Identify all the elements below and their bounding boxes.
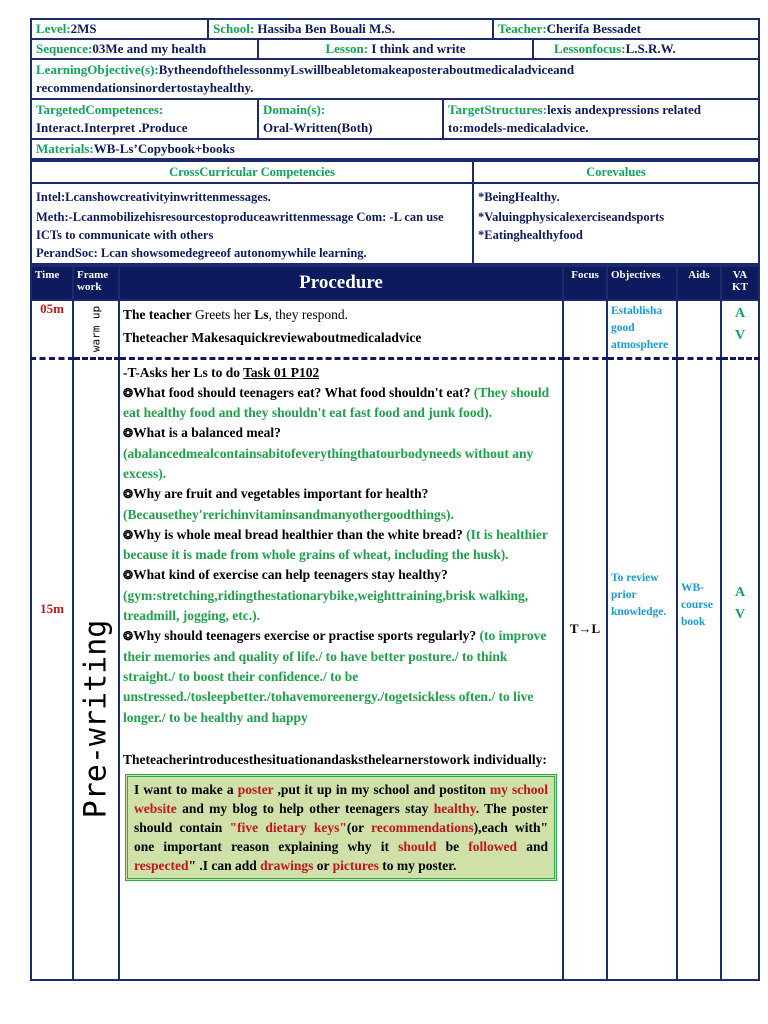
answer-text: (to improve their memories and quality of life./ to have better posture./ to think straight./ to boost their confidence./ to be unstressed./tosleepbetter./tohavemoreenergy./togetsickless often./ to live longer./ to be healthy and happy: [123, 628, 547, 725]
level-label: Level:: [36, 21, 71, 36]
level-value: 2MS: [70, 21, 97, 36]
col-focus: Focus: [563, 266, 607, 300]
col-aids: Aids: [677, 266, 721, 300]
lesson-label: Lesson:: [325, 41, 369, 56]
structures-label: TargetStructures:: [448, 102, 547, 117]
warmup-frame: [73, 300, 119, 358]
warmup-teacher: The teacher: [123, 307, 192, 322]
warmup-line-2: Theteacher Makesaquickreviewaboutmedicaladvice: [123, 330, 422, 346]
prewriting-time: 15m: [31, 358, 73, 980]
situation-keyword: respected: [134, 858, 189, 874]
prewriting-content: [119, 358, 563, 980]
objective-cell: [31, 59, 759, 99]
sequence-label: Sequence:: [36, 41, 93, 56]
structures-cell: [443, 99, 759, 139]
cross-meth: Meth:-Lcanmobilizehisresourcestoproduceawrittenmessage Com: -L can use ICTs to communicate with others: [36, 210, 444, 242]
competences-cell: [31, 99, 258, 139]
situation-keyword: healthy: [433, 801, 476, 817]
prewriting-row: [31, 358, 759, 980]
warmup-objective: Establisha good atmosphere: [607, 300, 677, 358]
competencies-table: [30, 160, 760, 265]
warmup-vakt: A V: [721, 300, 759, 358]
bullet-icon: ❂: [123, 629, 134, 644]
task-line: [123, 363, 559, 383]
lesson-plan: [30, 18, 758, 981]
situation-keyword: followed: [468, 839, 518, 855]
core-item: *Eatinghealthyfood: [478, 228, 583, 242]
core-item: *Valuingphysicalexerciseandsports: [478, 210, 665, 224]
warmup-greets: Greets her: [191, 307, 255, 322]
cross-body: [31, 183, 473, 264]
level-cell: [31, 19, 208, 39]
warmup-ls: Ls: [254, 307, 269, 322]
bullet-icon: ❂: [123, 385, 134, 400]
col-objectives: Objectives: [607, 266, 677, 300]
answer-text: (They should eat healthy food and they shouldn't eat fast food and junk food).: [123, 384, 550, 421]
objective-value: BytheendofthelessonmyLswillbeabletomakeaposteraboutmedicaladviceand recommendationsinordertostayhealthy.: [36, 62, 575, 95]
teacher-cell: [493, 19, 759, 39]
situation-box: [125, 774, 557, 881]
answer-text: (gym:stretching,ridingthestationarybike,weighttraining,brisk walking, treadmill, jogging, etc.).: [123, 587, 529, 624]
task-reference: Task 01 P102: [243, 364, 320, 380]
lesson-cell: [258, 39, 533, 59]
question-text: Why should teenagers exercise or practise sports regularly?: [133, 628, 480, 644]
question-item: [123, 565, 559, 626]
situation-text: and my blog to help other teenagers stay: [176, 801, 434, 817]
question-item: [123, 383, 559, 424]
warmup-respond: , they respond.: [268, 307, 348, 322]
question-list: [123, 383, 559, 728]
situation-text: . The poster should contain: [134, 801, 548, 836]
header-table: [30, 18, 760, 160]
prewriting-frame: [73, 358, 119, 980]
situation-text: or: [313, 858, 333, 874]
situation-intro: Theteacherintroducesthesituationandasksthelearnerstowork individually:: [123, 751, 547, 767]
school-value: Hassiba Ben Bouali M.S.: [257, 21, 396, 36]
situation-keyword: should: [398, 839, 437, 855]
domain-value: Oral-Written(Both): [263, 120, 373, 135]
competences-value: Interact.Interpret .Produce: [36, 120, 188, 135]
focus-label: Lessonfocus:: [554, 41, 626, 56]
bullet-icon: ❂: [123, 426, 134, 441]
core-body: [473, 183, 759, 264]
bullet-icon: ❂: [123, 487, 134, 502]
warmup-focus: [563, 300, 607, 358]
objective-label: LearningObjective(s):: [36, 62, 159, 77]
answer-text: (It is healthier because it is made from whole grains of wheat, including the husk).: [123, 526, 548, 563]
warmup-aids: [677, 300, 721, 358]
prewriting-vakt: A V: [721, 358, 759, 980]
col-procedure: Procedure: [119, 266, 563, 300]
question-text: What food should teenagers eat? What food shouldn't eat?: [133, 384, 474, 400]
prewriting-objective: To review prior knowledge.: [607, 358, 677, 980]
school-label: School:: [213, 21, 255, 36]
situation-keyword: "five dietary keys": [229, 820, 347, 836]
bullet-icon: ❂: [123, 568, 134, 583]
lesson-value: I think and write: [371, 41, 466, 56]
question-item: [123, 484, 559, 525]
sequence-cell: [31, 39, 258, 59]
focus-cell: [533, 39, 759, 59]
materials-value: WB-Ls’Copybook+books: [93, 141, 235, 156]
cross-title: CrossCurricular Competencies: [31, 161, 473, 183]
warmup-row: [31, 300, 759, 358]
teacher-label: Teacher:: [498, 21, 547, 36]
warmup-line-1: [123, 305, 559, 325]
cross-intel: Intel:Lcanshowcreativityinwrittenmessages.: [36, 190, 271, 204]
prewriting-frame-label: Pre-writing: [78, 619, 114, 819]
situation-text: " .I can add: [188, 858, 261, 874]
teacher-value: Cherifa Bessadet: [546, 21, 641, 36]
situation-text: be: [436, 839, 469, 855]
situation-keyword: poster: [237, 782, 274, 798]
school-cell: [208, 19, 493, 39]
situation-text: ),each with" one important reason explaining why it: [134, 820, 548, 855]
question-item: [123, 525, 559, 566]
question-text: What kind of exercise can help teenagers stay healthy?: [133, 567, 448, 583]
domain-label: Domain(s):: [263, 102, 326, 117]
situation-text: (or: [346, 820, 372, 836]
core-item: *BeingHealthy.: [478, 190, 560, 204]
answer-text: (abalancedmealcontainsabitofeverythingthatourbodyneeds without any excess).: [123, 445, 534, 481]
situation-text: ,put it up in my school and postiton: [273, 782, 490, 798]
situation-keyword: drawings: [260, 858, 314, 874]
domain-cell: [258, 99, 443, 139]
warmup-time: 05m: [31, 300, 73, 358]
situation-text: and: [517, 839, 548, 855]
col-vakt: VA KT: [721, 266, 759, 300]
bullet-icon: ❂: [123, 527, 134, 542]
question-text: Why is whole meal bread healthier than the white bread?: [133, 526, 467, 542]
situation-text: to my poster.: [378, 858, 457, 874]
situation-keyword: pictures: [332, 858, 379, 874]
cross-persoc: PerandSoc: Lcan showsomedegreeof autonomywhile learning.: [36, 246, 367, 260]
focus-value: L.S.R.W.: [625, 41, 676, 56]
question-text: Why are fruit and vegetables important for health?: [133, 486, 429, 502]
structures-value: lexis andexpressions related to:models-medicaladvice.: [448, 102, 702, 135]
core-title: Corevalues: [473, 161, 759, 183]
question-item: [123, 626, 559, 727]
materials-cell: [31, 139, 759, 159]
procedure-header: [31, 266, 759, 300]
situation-text: I want to make a: [134, 782, 238, 798]
materials-label: Materials:: [36, 141, 94, 156]
col-time: Time: [31, 266, 73, 300]
question-text: What is a balanced meal?: [133, 425, 281, 441]
warmup-frame-label: warm up: [89, 305, 103, 352]
warmup-content: [119, 300, 563, 358]
prewriting-aids: WB-course book: [677, 358, 721, 980]
col-frame: Frame work: [73, 266, 119, 300]
answer-text: (Becausethey'rerichinvitaminsandmanyothergoodthings).: [123, 506, 454, 522]
question-item: [123, 423, 559, 484]
prewriting-focus: T→L: [563, 358, 607, 980]
situation-keyword: my school website: [134, 782, 549, 817]
situation-keyword: recommendations: [371, 820, 474, 836]
sequence-value: 03Me and my health: [92, 41, 207, 56]
procedure-table: [30, 265, 760, 981]
competences-label: TargetedCompetences:: [36, 102, 164, 117]
task-instruction: -T-Asks her Ls to do: [123, 364, 244, 380]
